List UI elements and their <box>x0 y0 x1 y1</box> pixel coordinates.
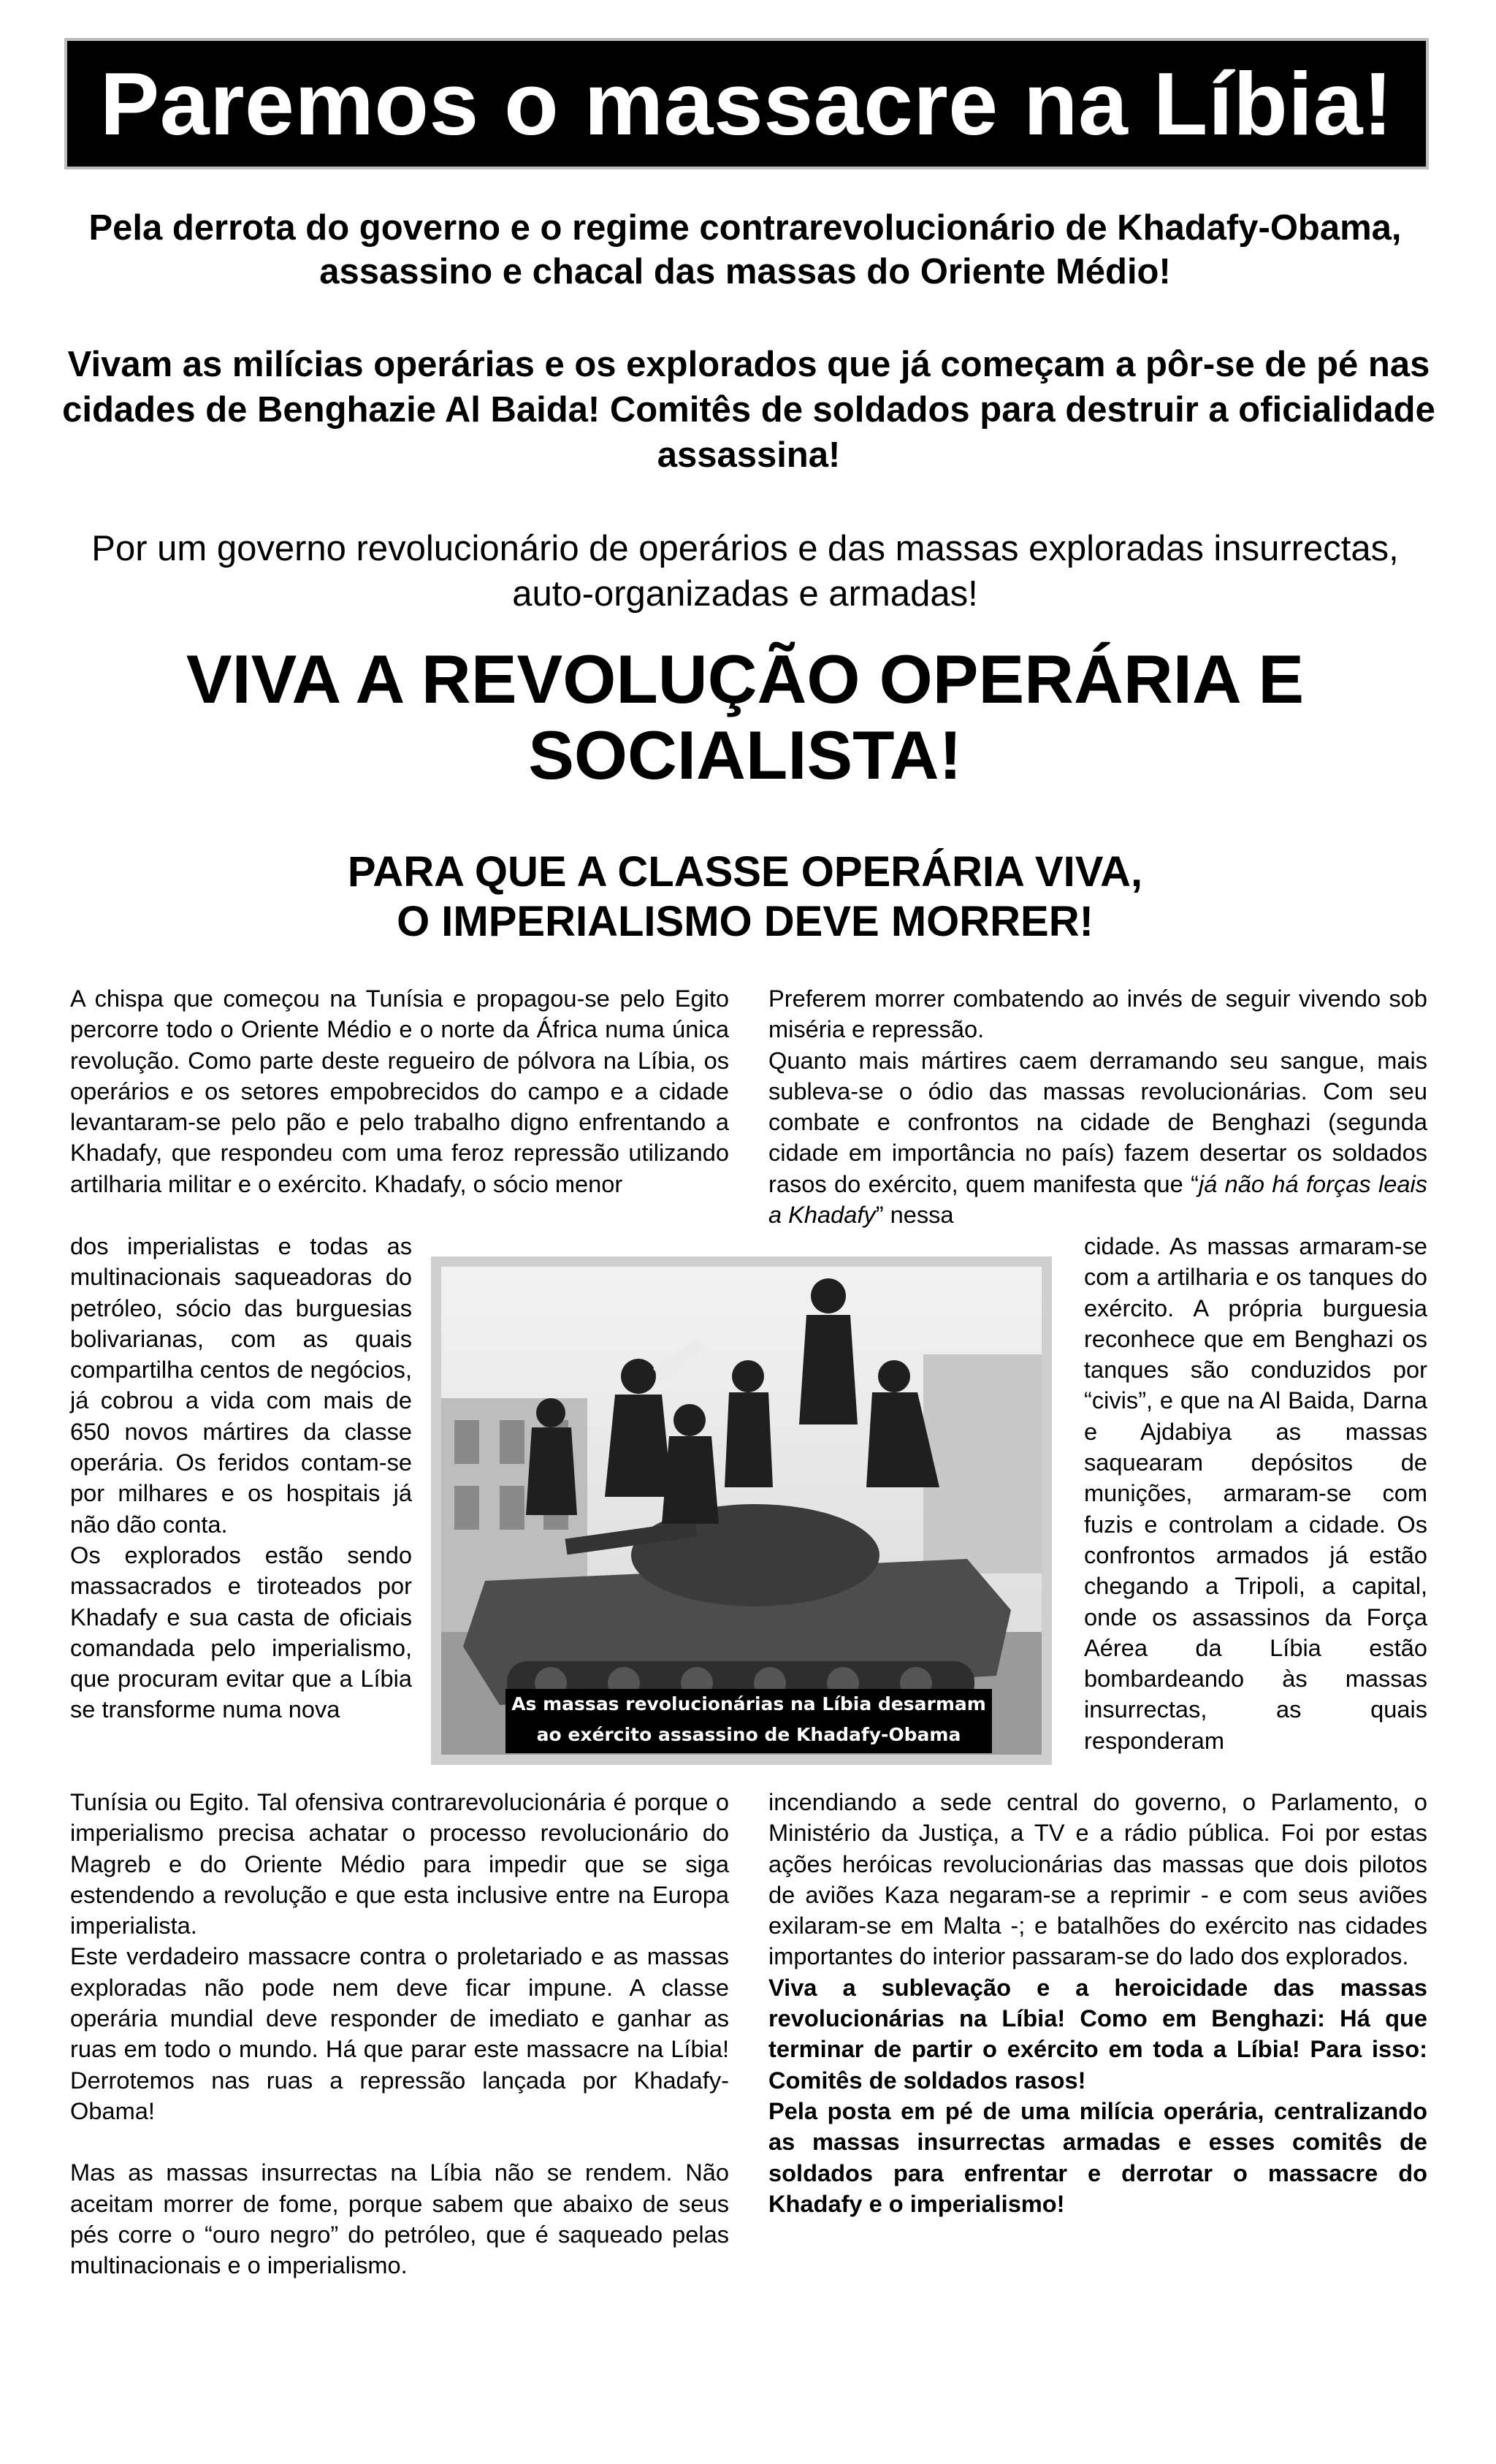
slogan-viva-revolucao: VIVA A REVOLUÇÃO OPERÁRIA E SOCIALISTA! <box>186 641 1305 793</box>
photo-caption <box>505 1689 992 1753</box>
right-column-wrap <box>1084 1231 1427 1756</box>
masthead <box>67 41 1426 167</box>
right-para-2-after: ” nessa <box>875 1201 954 1229</box>
subtitle-governo: Por um governo revolucionário de operários e das massas exploradas insurrectas, auto-organizadas e armadas! <box>91 529 1399 614</box>
subtitle-milicias: Vivam as milícias operárias e os explorados que já começam a pôr-se de pé nas cidades de Benghazie Al Baida! Comitês de soldados para destruir a oficialidade assassina! <box>62 345 1435 475</box>
section-heading-line2: O IMPERIALISMO DEVE MORRER! <box>397 898 1094 945</box>
page-title: Paremos o massacre na Líbia! <box>99 54 1394 153</box>
right-para-2-text: Quanto mais mártires caem derramando seu sangue, mais subleva-se o ódio das massas revolucionárias. Com seu combate e confrontos na cidade de Benghazi (segunda cidade em importância no país) fazem desertar os soldados rasos do exército, quem manifesta que “ <box>768 1046 1427 1197</box>
right-bold-1: Viva a sublevação e a heroicidade das massas revolucionárias na Líbia! Como em Benghazi: Há que terminar de partir o exército em toda a Líbia! Para isso: Comitês de soldados rasos! <box>768 1973 1427 2094</box>
left-column-top <box>70 983 729 1199</box>
photo-frame <box>431 1256 1052 1765</box>
photo-caption-line2: ao exército assassino de Khadafy-Obama <box>536 1724 961 1745</box>
right-column-top <box>768 983 1427 1230</box>
right-para-2 <box>768 1045 1427 1231</box>
section-heading-line1: PARA QUE A CLASSE OPERÁRIA VIVA, <box>347 848 1143 896</box>
left-para-1: A chispa que começou na Tunísia e propagou-se pelo Egito percorre todo o Oriente Médio e o norte da África numa única revolução. Como parte deste regueiro de pólvora na Líbia, os operários e os setores empobrecidos do campo e a cidade levantaram-se pelo pão e pelo trabalho digno enfrentando a Khadafy, que respondeu com uma feroz repressão utilizando artilharia militar e o exército. Khadafy, o sócio menor <box>70 985 729 1197</box>
section-heading <box>58 847 1432 947</box>
left-column-wrap <box>70 1231 412 1725</box>
tank-photo <box>441 1267 1042 1755</box>
right-bold-2: Pela posta em pé de uma milícia operária, centralizando as massas insurrectas armadas e esses comitês de soldados para enfrentar e derrotar o massacre do Khadafy e o imperialismo! <box>768 2097 1427 2217</box>
photo-caption-line1: As massas revolucionárias na Líbia desarmam <box>511 1693 986 1714</box>
left-para-4: Mas as massas insurrectas na Líbia não se rendem. Não aceitam morrer de fome, porque sabem que abaixo de seus pés corre o “ouro negro” do petróleo, que é saqueado pelas multinacionais e o imperialismo. <box>70 2159 729 2279</box>
left-para-2-continued: Tunísia ou Egito. Tal ofensiva contrarevolucionária é porque o imperialismo precisa achatar o processo revolucionário do Magreb e do Oriente Médio para impedir que se siga estendendo a revolução e que esta inclusive entre na Europa imperialista. <box>70 1788 729 1939</box>
left-para-2: Os explorados estão sendo massacrados e tiroteados por Khadafy e sua casta de oficiais comandada pelo imperialismo, que procuram evitar que a Líbia se transforme numa nova <box>70 1541 412 1723</box>
left-para-1-continued: dos imperialistas e todas as multinacionais saqueadoras do petróleo, sócio das burguesias bolivarianas, com as quais compartilha centos de negócios, já cobrou a vida com mais de 650 novos mártires da classe operária. Os feridos contam-se por milhares e os hospitais já não dão conta. <box>70 1232 412 1538</box>
right-para-2-rest: incendiando a sede central do governo, o Parlamento, o Ministério da Justiça, a TV e a rádio pública. Foi por estas ações heróicas revolucionárias das massas que dois pilotos de aviões Kaza negaram-se a reprimir - e com seus aviões exilaram-se em Malta -; e batalhões do exército nas cidades importantes do interior passaram-se do lado dos explorados. <box>768 1788 1427 1970</box>
right-para-2-quote: já não há forças leais a Khadafy <box>768 1170 1427 1229</box>
right-para-2-continued: cidade. As massas armaram-se com a artilharia e os tanques do exército. A própria burguesia reconhece que em Benghazi os tanques são conduzidos por “civis”, e que na Al Baida, Darna e Ajdabiya as massas saquearam depósitos de munições, armaram-se com fuzis e controlam a cidade. Os confrontos armados já estão chegando a Tripoli, a capital, onde os assassinos da Força Aérea da Líbia estão bombardeando às massas insurrectas, as quais responderam <box>1084 1232 1427 1754</box>
right-column-bottom <box>768 1787 1427 2219</box>
tank-photo-illustration <box>441 1267 1042 1755</box>
right-para-1: Preferem morrer combatendo ao invés de seguir vivendo sob miséria e repressão. <box>768 985 1427 1043</box>
subtitle-derrota: Pela derrota do governo e o regime contrarevolucionário de Khadafy-Obama, assassino e chacal das massas do Oriente Médio! <box>88 208 1402 291</box>
left-para-3: Este verdadeiro massacre contra o proletariado e as massas exploradas não pode nem deve ficar impune. A classe operária mundial deve responder de imediato e ganhar as ruas em todo o mundo. Há que parar este massacre na Líbia! Derrotemos nas ruas a repressão lançada por Khadafy-Obama! <box>70 1942 729 2124</box>
left-column-bottom <box>70 1787 729 2281</box>
